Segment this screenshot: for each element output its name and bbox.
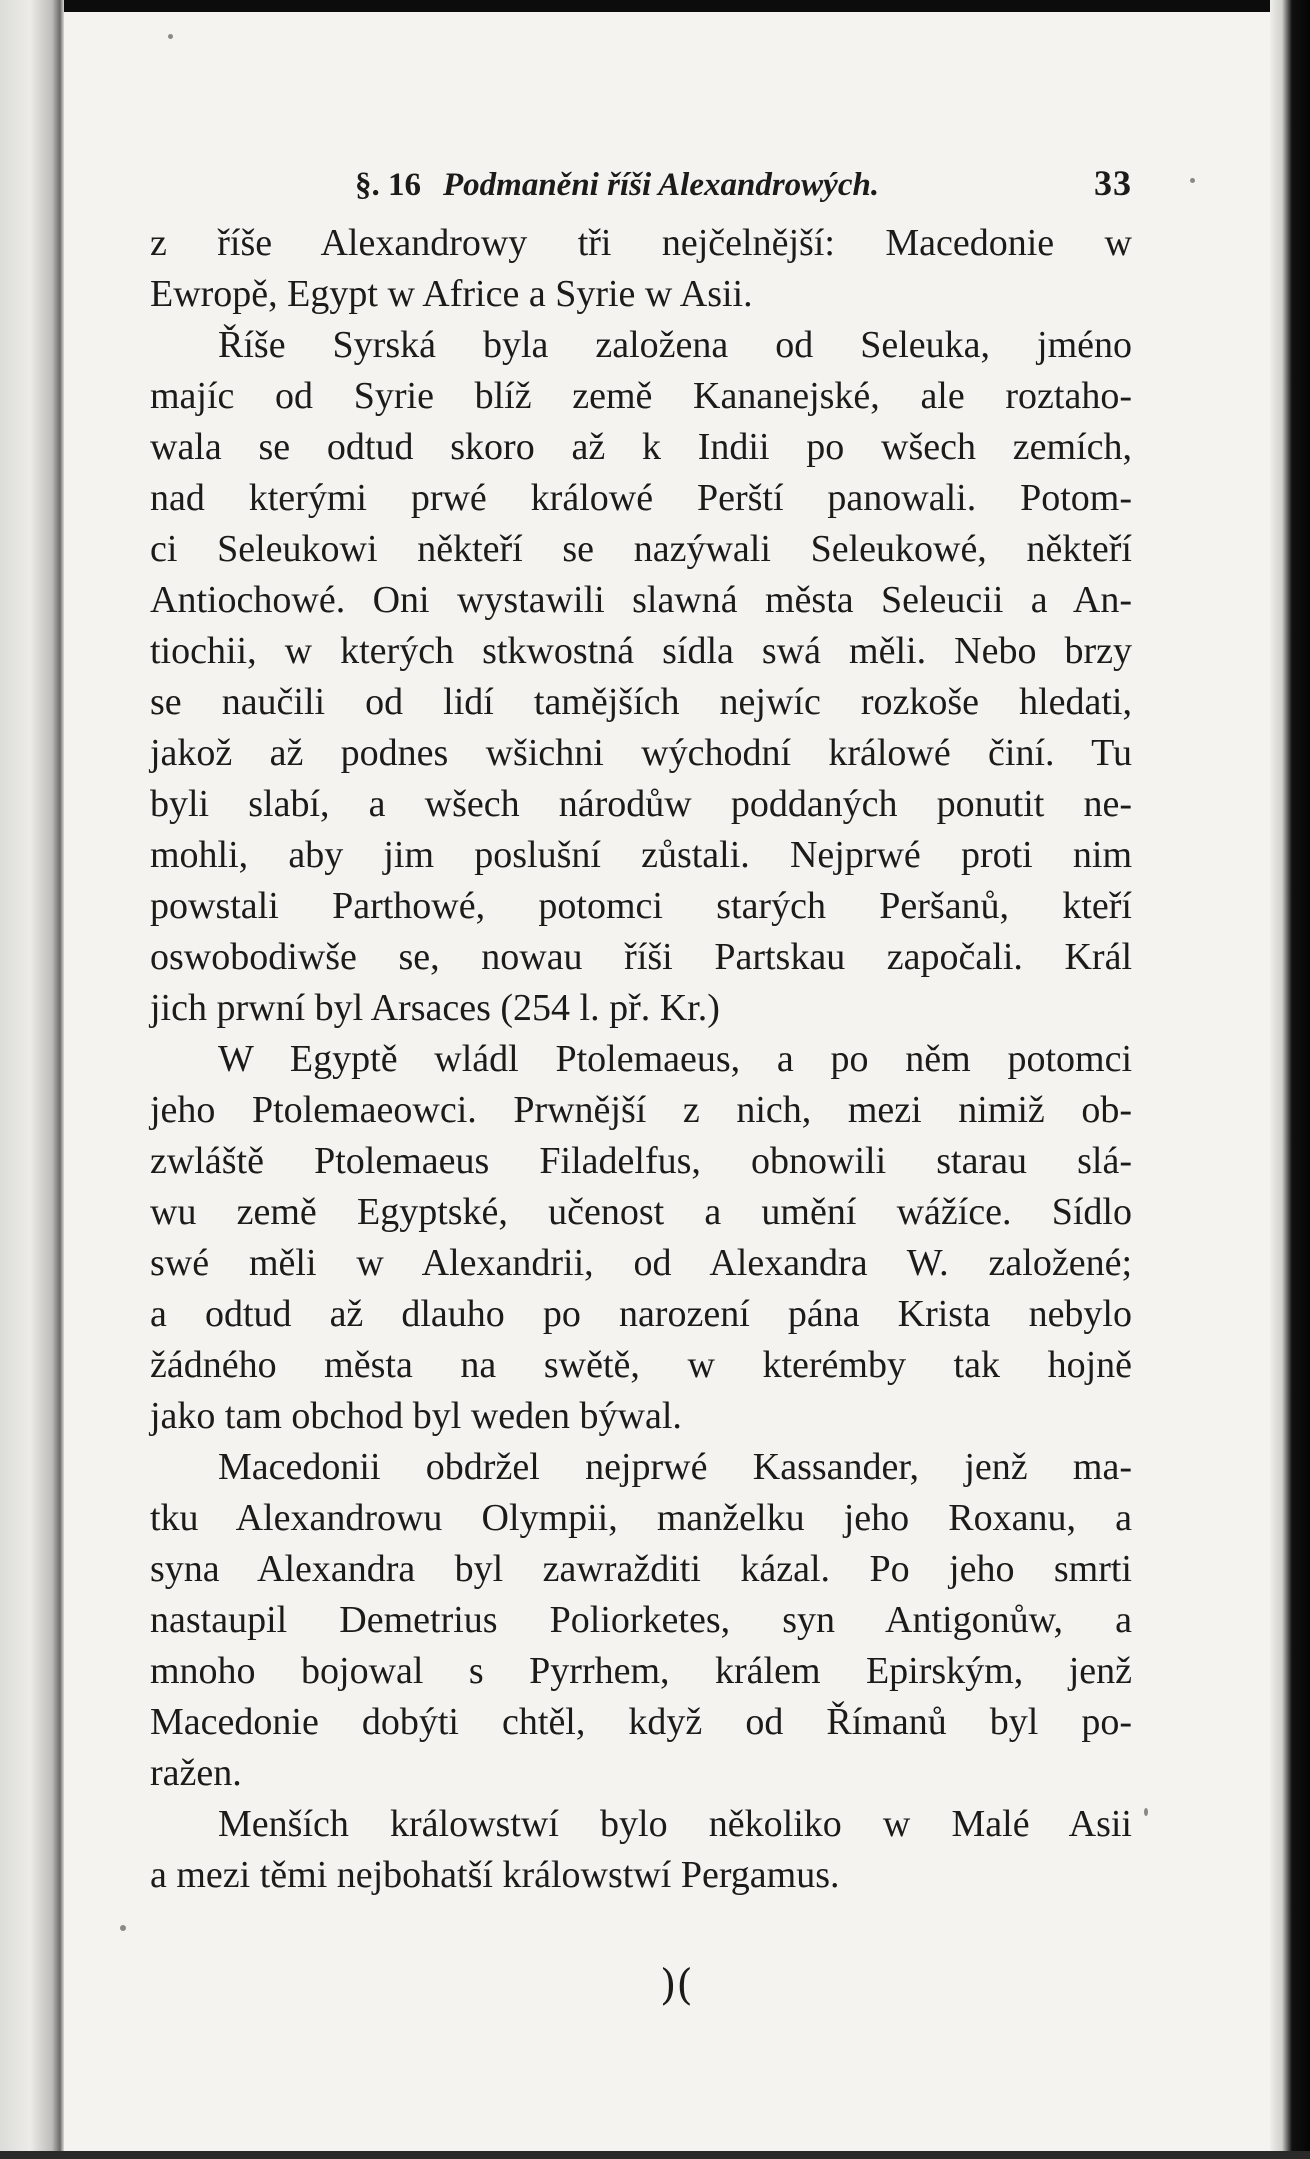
text-line: nad kterými prwé králowé Perští panowali. Potom-: [150, 477, 1132, 519]
paragraph: [150, 1799, 1132, 1901]
scan-edge-bottom: [0, 2151, 1310, 2159]
page-number: 33: [1094, 163, 1132, 203]
text-line: majíc od Syrie blíž země Kananejské, ale roztaho-: [150, 375, 1132, 417]
text-line: wu země Egyptské, učenost a umění wážíce. Sídlo: [150, 1191, 1132, 1233]
text-line: mohli, aby jim poslušní zůstali. Nejprwé proti nim: [150, 834, 1132, 876]
text-line: jich prwní byl Arsaces (254 l. př. Kr.): [150, 987, 720, 1029]
section-mark: §. 16: [355, 167, 421, 203]
text-line: tiochii, w kterých stkwostná sídla swá měli. Nebo brzy: [150, 630, 1132, 672]
scan-edge-left: [0, 0, 64, 2159]
speck: [120, 1925, 126, 1931]
text-line: oswobodiwše se, nowau říši Partskau započali. Král: [150, 936, 1132, 978]
text-line: Macedonie dobýti chtěl, když od Římanů byl po-: [150, 1701, 1132, 1743]
paragraph: [150, 1442, 1132, 1799]
text-line: powstali Parthowé, potomci starých Peršanů, kteří: [150, 885, 1132, 927]
speck: [168, 34, 173, 39]
text-line: jako tam obchod byl weden býwal.: [150, 1395, 682, 1437]
text-line: Macedonii obdržel nejprwé Kassander, jenž ma-: [218, 1446, 1132, 1488]
text-line: tku Alexandrowu Olympii, manželku jeho Roxanu, a: [150, 1497, 1132, 1539]
scan-edge-top: [0, 0, 1310, 12]
text-line: se naučili od lidí tamějších nejwíc rozkoše hledati,: [150, 681, 1132, 723]
text-line: z říše Alexandrowy tři nejčelnější: Macedonie w: [150, 222, 1132, 264]
text-line: mnoho bojowal s Pyrrhem, králem Epirským, jenž: [150, 1650, 1132, 1692]
chapter-title: Podmaněni říši Alexandrowých.: [443, 167, 880, 203]
running-head-left: [355, 167, 879, 204]
page-body: [150, 162, 1132, 1901]
speck: [1144, 1808, 1148, 1816]
text-line: byli slabí, a wšech národůw poddaných ponutit ne-: [150, 783, 1132, 825]
text-line: a mezi těmi nejbohatší králowstwí Pergamus.: [150, 1854, 840, 1896]
text-line: Antiochowé. Oni wystawili slawná města Seleucii a An-: [150, 579, 1132, 621]
speck: [1190, 178, 1195, 183]
text-line: a odtud až dlauho po narození pána Krista nebylo: [150, 1293, 1132, 1335]
text-line: nastaupil Demetrius Poliorketes, syn Antigonůw, a: [150, 1599, 1132, 1641]
text-line: ci Seleukowi někteří se nazýwali Seleukowé, někteří: [150, 528, 1132, 570]
text-line: Menších králowstwí bylo několiko w Malé Asii: [218, 1803, 1132, 1845]
text-line: zwláště Ptolemaeus Filadelfus, obnowili starau slá-: [150, 1140, 1132, 1182]
text-line: swé měli w Alexandrii, od Alexandra W. založené;: [150, 1242, 1132, 1284]
paragraph: [150, 1034, 1132, 1442]
end-ornament: )(: [660, 1960, 693, 2009]
text-line: W Egyptě wládl Ptolemaeus, a po něm potomci: [218, 1038, 1132, 1080]
text-line: jeho Ptolemaeowci. Prwnější z nich, mezi nimiž ob-: [150, 1089, 1132, 1131]
text-line: syna Alexandra byl zawražditi kázal. Po jeho smrti: [150, 1548, 1132, 1590]
paragraph: [150, 320, 1132, 1034]
text-line: jakož až podnes wšichni wýchodní králowé činí. Tu: [150, 732, 1132, 774]
paragraph: [150, 218, 1132, 320]
text-line: žádného města na swětě, w kterémby tak hojně: [150, 1344, 1132, 1386]
text-line: Ewropě, Egypt w Africe a Syrie w Asii.: [150, 273, 753, 315]
text-line: Říše Syrská byla založena od Seleuka, jméno: [218, 324, 1132, 366]
text-line: ražen.: [150, 1752, 242, 1794]
text-body: [150, 218, 1132, 1901]
running-head: [150, 162, 1132, 218]
text-line: wala se odtud skoro až k Indii po wšech zemích,: [150, 426, 1132, 468]
scan-edge-right: [1270, 0, 1310, 2159]
